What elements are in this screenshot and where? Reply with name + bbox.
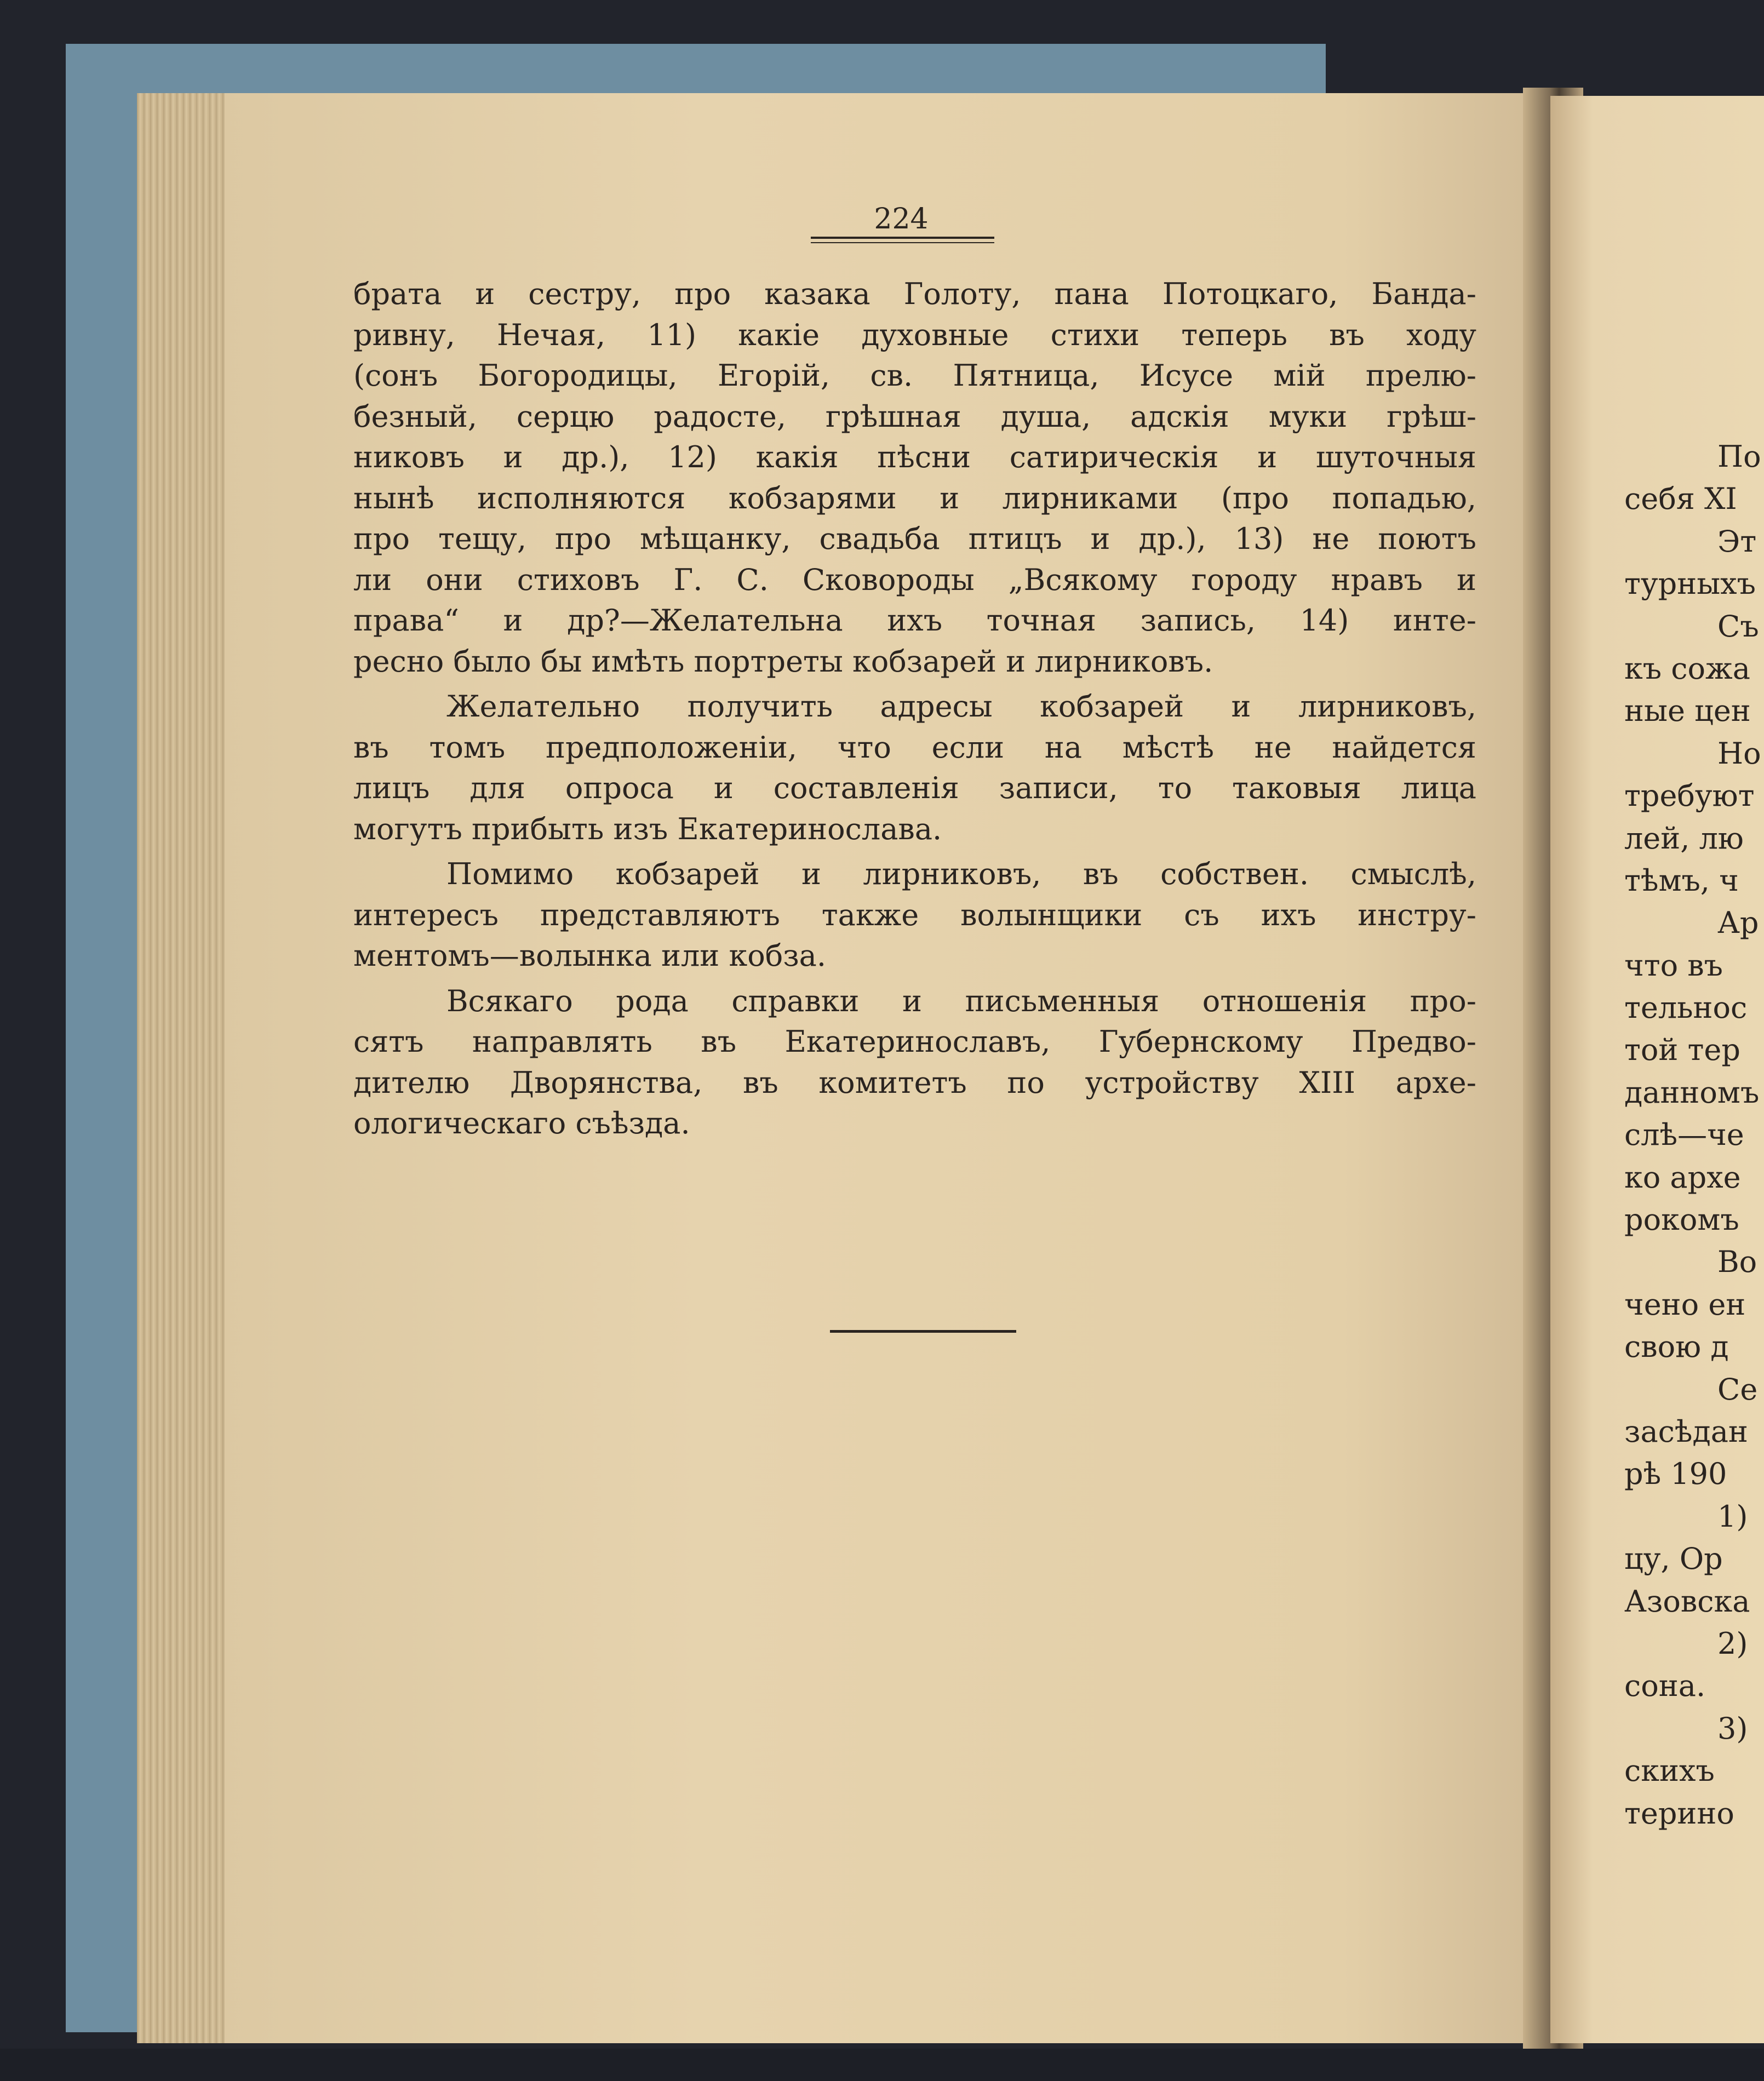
- facing-line: требуют: [1624, 778, 1755, 813]
- text-line: могутъ прибыть изъ Екатеринослава.: [353, 811, 942, 846]
- facing-line: ко архе: [1624, 1160, 1741, 1195]
- facing-line: слѣ—че: [1624, 1117, 1744, 1153]
- page-number-rule-top: [811, 237, 994, 239]
- facing-line: къ сожа: [1624, 651, 1750, 686]
- text-line: ли они стиховъ Г. С. Сковороды „Всякому городу нравъ и: [353, 562, 1476, 597]
- facing-line: чено ен: [1624, 1287, 1746, 1322]
- text-line: ресно было бы имѣть портреты кобзарей и лирниковъ.: [353, 644, 1213, 679]
- facing-line: турныхъ: [1624, 566, 1756, 601]
- text-line: дителю Дворянства, въ комитетъ по устройству XIII архе-: [353, 1065, 1476, 1100]
- facing-line: терино: [1624, 1796, 1734, 1831]
- facing-line: той тер: [1624, 1033, 1740, 1068]
- facing-line: Ар: [1717, 905, 1759, 941]
- facing-line: лей, лю: [1624, 821, 1744, 856]
- facing-line: тѣмъ, ч: [1624, 863, 1739, 898]
- text-line: ологическаго съѣзда.: [353, 1106, 690, 1140]
- facing-line: себя XI: [1624, 481, 1737, 517]
- text-line: сятъ направлять въ Екатеринославъ, Губернскому Предво-: [353, 1024, 1476, 1059]
- text-line: Помимо кобзарей и лирниковъ, въ собствен. смыслѣ,: [446, 857, 1476, 891]
- facing-line: рокомъ: [1624, 1202, 1739, 1237]
- text-line: ментомъ—волынка или кобза.: [353, 938, 827, 973]
- facing-line: свою д: [1624, 1329, 1729, 1365]
- facing-line: 1): [1717, 1499, 1748, 1534]
- facing-line: Се: [1717, 1372, 1758, 1407]
- text-line: про тещу, про мѣщанку, свадьба птицъ и др.), 13) не поютъ: [353, 521, 1476, 556]
- text-line: интересъ представляютъ также волынщики съ ихъ инстру-: [353, 897, 1476, 932]
- facing-line: По: [1717, 439, 1761, 474]
- facing-line: что въ: [1624, 948, 1723, 983]
- facing-line: скихъ: [1624, 1753, 1715, 1788]
- text-line: безный, серцю радосте, грѣшная душа, адскiя муки грѣш-: [353, 399, 1476, 434]
- text-line: въ томъ предположенiи, что если на мѣстѣ не найдется: [353, 730, 1476, 765]
- text-line: Желательно получить адресы кобзарей и лирниковъ,: [446, 689, 1476, 724]
- facing-line: 3): [1717, 1711, 1748, 1746]
- page-number-rule-bottom: [811, 242, 994, 243]
- facing-line: 2): [1717, 1626, 1748, 1661]
- facing-line: Во: [1717, 1245, 1757, 1280]
- text-line: права“ и др?—Желательна ихъ точная запись, 14) инте-: [353, 603, 1476, 638]
- facing-page-text: [1624, 435, 1764, 1835]
- facing-line: цу, Ор: [1624, 1541, 1723, 1576]
- text-line: никовъ и др.), 12) какiя пѣсни сатирическiя и шуточныя: [353, 440, 1476, 474]
- facing-line: рѣ 190: [1624, 1457, 1727, 1492]
- facing-line: ные цен: [1624, 693, 1751, 729]
- facing-line: Съ: [1717, 609, 1759, 644]
- page-text: [353, 274, 1476, 1144]
- scan-background: [0, 2049, 1764, 2081]
- page-number: 224: [874, 203, 929, 236]
- text-line: (сонъ Богородицы, Егорiй, св. Пятница, Исусе мiй прелю-: [353, 358, 1476, 393]
- end-rule: [830, 1330, 1016, 1333]
- facing-line: данномъ: [1624, 1075, 1760, 1110]
- text-line: нынѣ исполняются кобзарями и лирниками (про попадью,: [353, 480, 1476, 515]
- page-edges: [137, 93, 225, 2043]
- facing-line: сона.: [1624, 1669, 1706, 1704]
- text-line: брата и сестру, про казака Голоту, пана Потоцкаго, Банда-: [353, 277, 1476, 311]
- text-line: ривну, Нечая, 11) какiе духовные стихи теперь въ ходу: [353, 317, 1476, 352]
- facing-line: засѣдан: [1624, 1414, 1748, 1449]
- facing-line: Эт: [1717, 524, 1757, 559]
- facing-line: Но: [1717, 736, 1761, 771]
- facing-line: Азовска: [1624, 1584, 1750, 1619]
- text-line: лицъ для опроса и составленiя записи, то таковыя лица: [353, 771, 1476, 805]
- text-line: Всякаго рода справки и письменныя отношенiя про-: [446, 983, 1476, 1018]
- facing-line: тельнос: [1624, 990, 1748, 1025]
